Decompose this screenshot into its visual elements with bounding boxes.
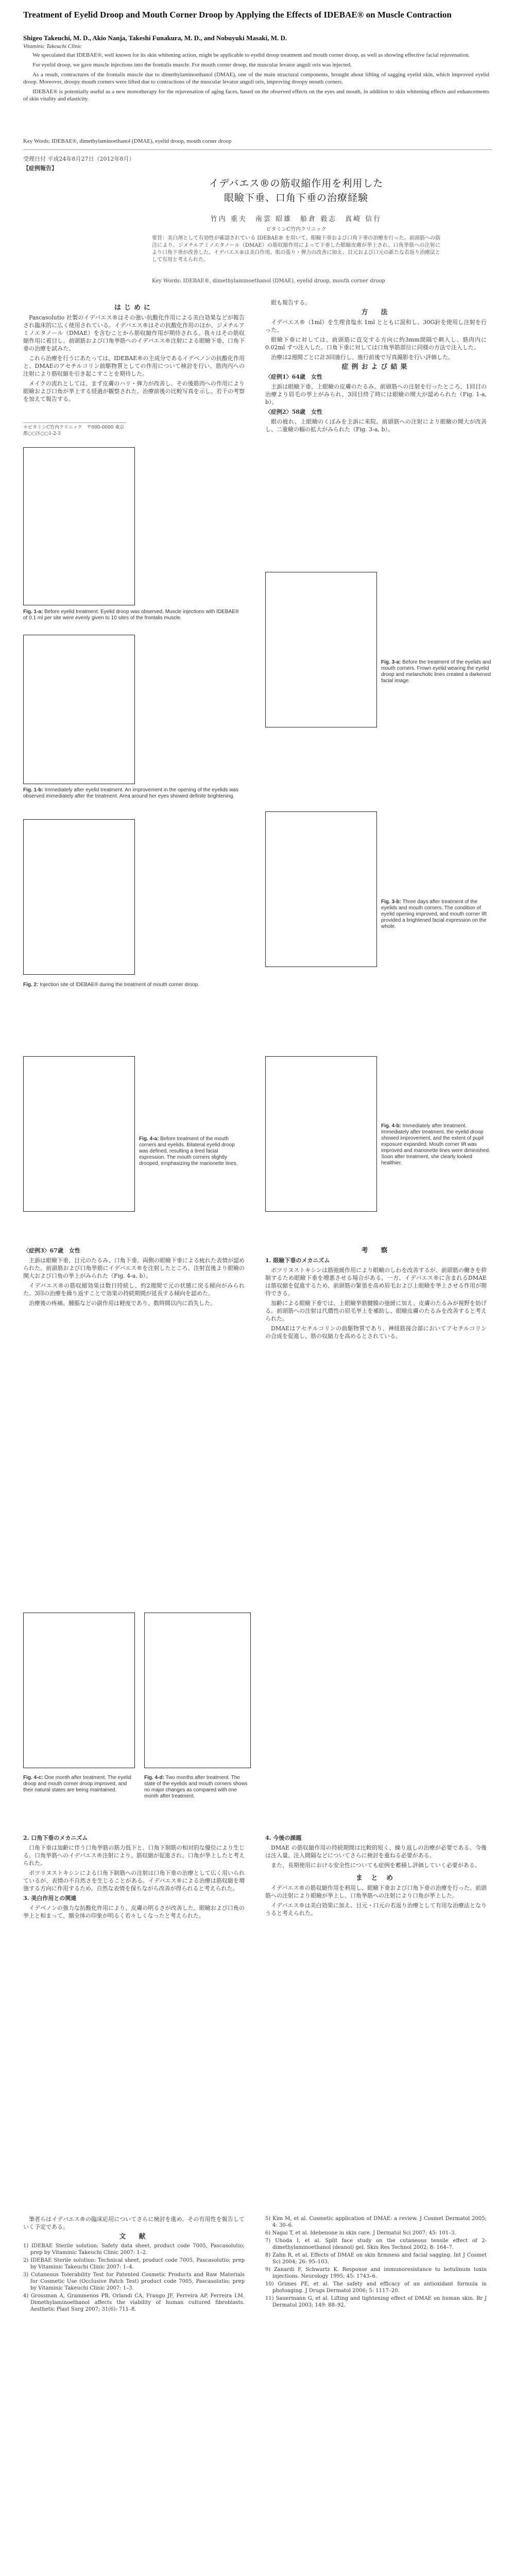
body-paragraph: DMAE の筋収縮作用の持続期間は比較的短く、繰り返しの治療が必要である。今後は注入量、注入間隔などについてさらに検討を重ねる必要がある。 [265,1844,487,1859]
left-column-intro [23,304,245,405]
right-column-methods [265,299,487,435]
figure-label: Fig. 4-b: [381,1123,401,1129]
japanese-title-line: イデバエス®の筋収縮作用を利用した [209,178,384,189]
reference-item: 4) Grossman A, Grammenos PB, Orlandi CA, Frango JF, Ferreira AP, Ferreira LM. Dimethylaminoethanol affects the viability of human cultured fibroblasts. Aesthetic Plast Surg 2007; 31(6): 711–8. [23,2293,245,2312]
abstract-paragraph: For eyelid droop, we gave muscle injections into the frontalis muscle. For mouth corner droop, the muscular levator anguli oris was injected. [32,62,352,68]
body-paragraph: ボツリヌストキシンによる口角下制筋への注射は口角下垂の治療として広く用いられているが、表情の不自然さを生じることがある。イデバエス®による治療は筋収縮を増強する方向に作用するため、自然な表情を保ちながら改善が得られると考えられた。 [23,1870,245,1892]
english-abstract [23,52,489,105]
reference-item: 2) IDEBAE Sterile solution: Technical sheet, product code 7005, Pascasolutio; prep by Vitaminic Takeuchi Clinic 2007: 1–4. [23,2258,245,2270]
figure-4b-caption [381,1123,492,1166]
figure-label: Fig. 1-b: [23,787,43,793]
figure-4b-image [265,1056,377,1212]
section-heading-discussion: 考 察 [361,1247,391,1255]
figure-4c-caption [23,1775,134,1793]
figure-2-caption [23,982,245,988]
figure-label: Fig. 4-c: [23,1775,43,1781]
case-heading: 〈症例1〉64歳 女性 [265,374,322,380]
figure-1a-caption [23,609,245,621]
figure-label: Fig. 3-b: [381,899,401,905]
figure-label: Fig. 4-d: [144,1775,164,1781]
left-column-case3 [23,1247,245,1309]
body-paragraph: メイクの流れとしては、まず皮膚のハリ・弾力が改善し、その後筋肉への作用により眼瞼および口角が挙上する経過が観察された。治療前後の比較写真を示し、若干の考察を加えて報告する。 [23,380,245,402]
case-heading: 〈症例3〉67歳 女性 [23,1247,80,1254]
figure-label: Fig. 4-a: [139,1136,159,1142]
subsection-heading: 2. 口角下垂のメカニズム [23,1835,88,1841]
body-paragraph: 主訴は眼瞼下垂、上眼瞼の皮膚のたるみ。前頭筋への注射を行ったところ、1回目の治療より眉毛の挙上がみられ、3回目終了時には眼瞼の開大が認められた（Fig. 1-a, b）。 [265,383,487,405]
body-paragraph: Pascasolutio 社製のイデバエス®はその強い抗酸化作用による美白効果などが報告され臨床的に広く使用されている。イデバエス®はその抗酸化作用のほか、ジメチルアミノエタノール（DMAE）を含むことから筋収縮作用が期待される。我々はその筋収縮作用に着目し、前頭筋および口角挙筋へのイデバエス®注射による眼瞼下垂、口角下垂の治療を試みた。 [23,314,245,352]
figure-label: Fig. 2: [23,982,39,988]
case-heading: 〈症例2〉58歳 女性 [265,409,322,415]
figure-3a-caption [381,659,492,684]
subsection-heading: 3. 美白作用との関連 [23,1895,77,1902]
right-column-references [265,2215,487,2310]
abstract-paragraph: As a result, contractures of the frontalis muscle due to dimethylaminoethanol (DMAE), one of the main structural components, brought about lifting of sagging eyelid skin, which improved eyelid droop. Moreover, droopy mouth corners were lifted due to contractions of the muscular levator anguli oris, improving droopy mouth corners. [23,72,489,85]
section-heading-results: 症例および結果 [341,363,410,371]
figure-caption-text: Before the treatment of the eyelids and mouth corners. Frown eyelid wearing the eyelid droop and melancholic lines created a darkened facial image. [381,659,491,684]
japanese-title [152,176,440,205]
english-affiliation: Vitaminic Takeuchi Clinic [23,43,82,49]
figure-4c-image [23,1613,135,1768]
reference-item: 5) Kim M, et al. Cosmetic application of DMAE: a review. J Cosmet Dermatol 2005; 4: 30–6. [265,2216,487,2228]
received-date: 受理日付 平成24年8月27日（2012年8月） [23,156,135,162]
section-heading-summary: ま と め [355,1874,397,1882]
figure-label: Fig. 3-a: [381,659,401,665]
body-paragraph: これら治療を行うにあたっては、IDEBAE®の主成分であるイデベノンの抗酸化作用と、DMAEのアセチルコリン前駆物質としての作用について検討を行い、筋肉内への注射により筋収縮を引き起こすことを期待した。 [23,355,245,377]
figure-caption-text: Immediately after eyelid treatment. An improvement in the opening of the eyelids was observed immediately after the treatment. Area around her eyes showed definite brightening. [23,787,238,799]
figure-1a-image [23,447,135,605]
body-paragraph: イデベノンの強力な抗酸化作用により、皮膚の明るさが改善した。眼瞼および口角の挙上と相まって、顔全体の印象が明るく若々しくなったと考えられた。 [23,1905,245,1919]
body-paragraph: また、長期使用における安全性についても症例を蓄積し評価していく必要がある。 [271,1862,480,1869]
english-keywords: Key Words: IDEBAE®, dimethylaminoethanol (DMAE), eyelid droop, mouth corner droop [23,138,232,144]
japanese-abstract: 要旨：美白剤として有効性が確認されている IDEBAE® を用いて、眼瞼下垂および口角下垂の治療を行った。前頭筋への筋注により、ジメチルアミノエタノール（DMAE）の筋収縮作用によって下垂した眼瞼皮膚が挙上され、口角挙筋への注射により口角下垂が改善した。イデバエス®は美白作用、肌の張り・弾力の改善に加え、目元および口元の新たな若返り治療法として有用と考えられた。 [152,235,440,263]
body-paragraph: 口角下垂は加齢に伴う口角挙筋の筋力低下と、口角下制筋の相対的な優位により生じる。口角挙筋へのイデバエス®注射により、筋収縮が促進され、口角が挙上したと考えられた。 [23,1844,245,1867]
abstract-paragraph: IDEBAE® is potentially useful as a new monotherapy for the rejuvenation of aging faces, based on the observed effects on the eyes and mouth, in addition to skin whitening effects and enhancements of skin vitality and elasticity. [23,89,489,102]
body-paragraph: 筆者らはイデバエス®の臨床応用についてさらに検討を進め、その有用性を報告していく予定である。 [23,2216,245,2230]
body-paragraph: ボツリヌストキシンは筋弛緩作用により眼瞼のしわを改善するが、前頭筋の働きを抑制するため眼瞼下垂を増悪させる場合がある。一方、イデバエス®に含まれるDMAEは筋収縮を促進するため、前頭筋の緊張を高め眉毛および上眼瞼を挙上させる作用が期待できる。 [265,1267,487,1297]
figure-caption-text: Two months after treatment. The state of the eyelids and mouth corners shows no major changes as compared with one month after treatment. [144,1775,248,1799]
left-column-references [23,2215,245,2314]
japanese-title-line: 眼瞼下垂、口角下垂の治療経験 [224,192,368,204]
body-paragraph: イデバエス®は美白効果に加え、目元・口元の若返り治療として有用な治療法となりうると考えられた。 [265,1902,487,1917]
japanese-authors: 竹内 重夫 南雲 昭雄 船倉 毅志 真崎 信行 [210,215,382,223]
japanese-affiliation: ビタミンC竹内クリニック [266,227,327,232]
body-paragraph: 主訴は眼瞼下垂、目元のたるみ、口角下垂。両側の眼瞼下垂による疲れた表情が認められた。前頭筋および口角挙筋にイデバエス®を注射したところ、注射直後より眼瞼の開大および口角の挙上がみられた（Fig. 4-a, b）。 [23,1257,245,1279]
reference-item: 7) Uhoda I, et al. Split face study on the cutaneous tensile effect of 2-dimethylaminoethanol (deanol) gel. Skin Res Technol 2002; 8: 164–7. [265,2238,487,2250]
reference-item: 3) Cutaneous Tolerability Test for Patented Cosmetic Products and Raw Materials for Cosmetic Use (Occlusive Patch Test) product code 7005, Pascasolutio; prep by Vitaminic Takeuchi Clinic 2007: 1–3. [23,2272,245,2291]
body-paragraph: 眼瞼下垂に対しては、前頭筋に直交する方向に約3mm間隔で刺入し、筋肉内に 0.02ml ずつ注入した。口角下垂に対しては口角挙筋部位に同様の方法で注入した。 [265,336,487,351]
figure-caption-text: Before eyelid treatment: Eyelid droop was observed. Muscle injections with IDEBAE® of 0.1 ml per site were evenly given to 10 sites of the frontalis muscle. [23,609,239,621]
header-divider [23,149,492,150]
body-paragraph: イデバエス®の筋収縮効果は数日持続し、約2週間で元の状態に戻る傾向がみられた。3回の治療を繰り返すことで効果の持続期間が延長する傾向を認めた。 [23,1282,245,1297]
figure-4a-caption [139,1136,245,1167]
figure-1b-caption [23,787,245,800]
article-category: 【症例報告】 [23,165,57,172]
figure-label: Fig. 1-a: [23,609,43,615]
figure-4a-image [23,1056,135,1212]
japanese-keywords: Key Words: IDEBAE®, dimethylaminoethanol (DMAE), eyelid droop, mouth corner droop [152,278,385,284]
reference-item: 6) Nagai T, et al. Idebenone in skin care. J Dermatol Sci 2007; 45: 101–3. [265,2230,456,2236]
right-column-summary [265,1834,487,1919]
section-heading-references: 文 献 [119,2233,149,2241]
figure-2-image [23,819,135,975]
figure-caption-text: Three days after treatment of the eyelids and mouth corners. The condition of eyelid opening improved, and mouth corner lift provided a brightened facial expression on the whole. [381,899,487,929]
reference-item: 10) Grimes PE, et al. The safety and efficacy of an antioxidant formula in photoaging. J Drugs Dermatol 2006; 5: 1117–20. [265,2281,487,2294]
body-paragraph: イデバエス®の筋収縮作用を利用し、眼瞼下垂および口角下垂の治療を行った。前頭筋への注射により眼瞼が挙上し、口角挙筋への注射により口角が挙上した。 [265,1885,487,1899]
subsection-heading: 1. 眼瞼下垂のメカニズム [265,1257,330,1264]
body-paragraph: 加齢による眼瞼下垂では、上眼瞼挙筋腱膜の弛緩に加え、皮膚のたるみが視野を妨げる。前頭筋への注射は代償性の眉毛挙上を補助し、眼瞼皮膚のたるみを改善すると考えられた。 [265,1300,487,1322]
body-paragraph: DMAEはアセチルコリンの前駆物質であり、神経筋接合部においてアセチルコリンの合成を促進し、筋の収縮力を高めるとされている。 [265,1325,487,1340]
figure-3b-image [265,811,377,967]
figure-caption-text: Immediately after treatment. Immediately after treatment, the eyelid droop showed improvement, and the extent of pupil exposure expanded. Mouth corner lift was improved and marionette lines were diminished. Soon after treatment, she clearly looked healthier. [381,1123,490,1166]
paper-page [23,0,492,2576]
reference-item: 11) Sauermann G, et al. Lifting and tightening effect of DMAE on human skin. Br J Dermatol 2003; 149: 88–92. [265,2296,487,2308]
subsection-heading: 4. 今後の課題 [265,1835,302,1841]
right-column-discussion [265,1247,487,1342]
section-heading-introduction: はじめに [114,304,153,312]
abstract-paragraph: We speculated that IDEBAE®, well known for its skin whitening action, might be applicable to eyelid droop treatment and mouth corner droop, as well as showing effective facial rejuvenation. [32,52,470,58]
english-title: Treatment of Eyelid Droop and Mouth Corner Droop by Applying the Effects of IDEBAE® on Muscle Contraction [23,10,452,20]
reference-item: 8) Zahn R, et al. Effects of DMAE on skin firmness and facial sagging. Int J Cosmet Sci 2004; 26: 95–103. [265,2252,487,2265]
figure-caption-text: One month after treatment. The eyelid droop and mouth corner droop improved, and their natural states are being maintained. [23,1775,131,1793]
left-column-discussion-cont [23,1834,245,1922]
figure-caption-text: Injection site of IDEBAE® during the treatment of mouth corner droop. [40,982,199,988]
figure-caption-text: Before treatment of the mouth corners and eyelids. Bilateral eyelid droop was defined, resulting a tired facial expression. The mouth corners slightly drooped, emphasizing the marionette lines. [139,1136,238,1166]
figure-4d-caption [144,1775,250,1800]
reference-item: 1) IDEBAE Sterile solution: Safety data sheet, product code 7005, Pascasolutio; prep by Vitaminic Takeuchi Clinic 2007: 1–2. [23,2243,245,2256]
english-authors: Shigeo Takeuchi, M. D., Akio Nanja, Takeshi Funakura, M. D., and Nobuyuki Masaki, M. D. [23,34,287,42]
body-paragraph: 眼も報告する。 [271,299,311,306]
figure-3b-caption [381,899,492,930]
body-paragraph: 治療は2週間ごとに計3回施行し、施行前後で写真撮影を行い評価した。 [271,354,454,361]
figure-4d-image [144,1613,251,1768]
body-paragraph: 治療後の疼痛、腫脹などの副作用は軽度であり、数時間以内に消失した。 [29,1300,216,1307]
body-paragraph: 眼の疲れ、上眼瞼のくぼみを主訴に来院。前頭筋への注射により眼瞼の開大が改善し、二重瞼の幅の拡大がみられた（Fig. 3-a, b）。 [265,418,487,433]
figure-1b-image [23,635,135,784]
affiliation-footnote: ＊ビタミンC竹内クリニック 〒000-0000 東京都○○区○○1-2-3 [23,422,126,437]
figure-3a-image [265,572,377,727]
section-heading-methods: 方 法 [361,309,391,316]
reference-item: 9) Zanardi F, Schwartz K. Response and immunoresistance to botulinum toxin injections. Neurology 1995; 45: 1743–6. [265,2267,487,2279]
body-paragraph: イデバエス®（1ml）を生理食塩水 1ml とともに混和し、30G針を使用し注射を行った。 [265,319,487,333]
